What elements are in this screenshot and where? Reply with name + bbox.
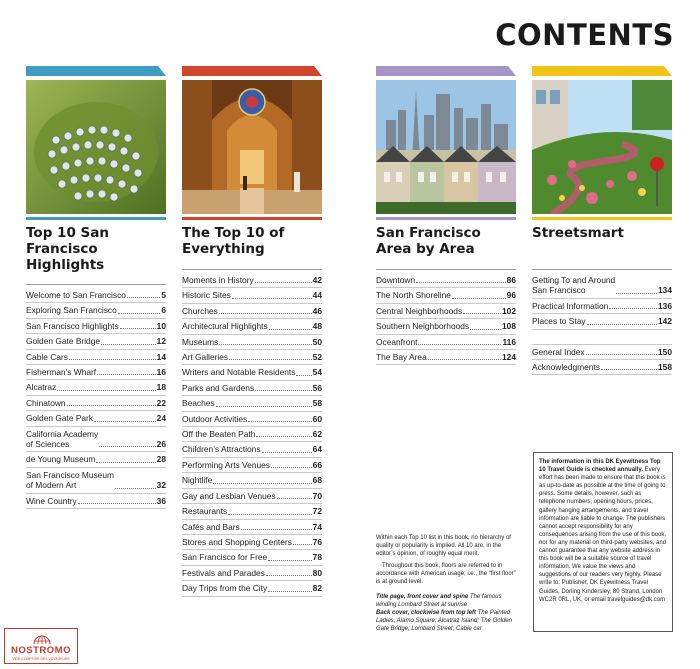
toc-entry[interactable] xyxy=(26,396,166,411)
section-color-rule xyxy=(182,217,322,220)
toc-entry-page: 134 xyxy=(658,285,672,296)
toc-entry-label: Places to Stay xyxy=(532,316,586,327)
section-heading: Streetsmart xyxy=(532,225,624,241)
toc-entry-label: Oceanfront xyxy=(376,336,418,347)
toc-entry-label: Wine Country xyxy=(26,495,77,506)
toc-entry-label: Parks and Gardens xyxy=(182,382,255,393)
toc-entry-page: 52 xyxy=(312,352,322,363)
toc-entry-page: 102 xyxy=(502,305,516,316)
toc-entry-label: General Index xyxy=(532,346,585,357)
toc-entry[interactable] xyxy=(26,334,166,349)
note-paragraph: Throughout this book, floors are referred to in accordance with American usage; i.e., the “first floor” is at ground level. xyxy=(376,563,516,586)
section-color-rule xyxy=(26,217,166,220)
logo-tagline: VIDE-COMPTOIR DES VOYAGEURS xyxy=(12,657,70,661)
toc-entry-page: 72 xyxy=(312,506,322,517)
toc-entry-label: Performing Arts Venues xyxy=(182,459,270,470)
toc-entry-label: Historic Sites xyxy=(182,290,231,301)
toc-entry-label: Children’s Attractions xyxy=(182,444,261,455)
toc-entry[interactable] xyxy=(182,535,322,550)
toc-entry-page: 58 xyxy=(312,398,322,409)
toc-entry[interactable] xyxy=(182,427,322,442)
toc-entry[interactable] xyxy=(182,381,322,396)
toc-entry[interactable] xyxy=(532,360,672,375)
toc-entry-page: 66 xyxy=(312,459,322,470)
toc-entry-label: de Young Museum xyxy=(26,454,96,465)
toc-entry-label: Museums xyxy=(182,336,219,347)
logo-brand: NOSTROMO xyxy=(11,645,71,656)
cover-caption xyxy=(376,593,516,609)
toc-entry[interactable] xyxy=(182,273,322,288)
editorial-note xyxy=(376,534,516,633)
toc-entry-label: Golden Gate Park xyxy=(26,413,94,424)
toc-entry[interactable] xyxy=(26,468,166,494)
toc-entry[interactable] xyxy=(26,303,166,318)
toc-entry[interactable] xyxy=(376,319,516,334)
toc-entry[interactable] xyxy=(376,288,516,303)
toc-entry-label: Getting To and Around San Francisco xyxy=(532,275,616,296)
toc-entry-label: California Academy of Sciences xyxy=(26,428,99,450)
toc-entry-page: 124 xyxy=(502,352,516,363)
toc-entry-page: 18 xyxy=(156,382,166,393)
toc-entry-page: 74 xyxy=(312,521,322,532)
caption-bold: Back cover, clockwise from top left xyxy=(376,609,477,616)
toc-entry-page: 36 xyxy=(156,495,166,506)
toc-entry-label: Writers and Notable Residents xyxy=(182,367,296,378)
toc-entry-label: Churches xyxy=(182,305,218,316)
toc-entry[interactable] xyxy=(532,273,672,299)
toc-entry-page: 62 xyxy=(312,429,322,440)
toc-entry-label: Cafés and Bars xyxy=(182,521,240,532)
caption-text: The Painted Ladies, Alamo Square; Alcatraz Island; The Golden Gate Bridge; Lombard Street; Cable car xyxy=(376,609,512,632)
section-color-tab xyxy=(26,66,166,76)
toc-entry[interactable] xyxy=(26,411,166,426)
toc-entry-label: San Francisco Highlights xyxy=(26,320,119,331)
cover-caption xyxy=(376,609,516,633)
caption-text: The famous winding Lombard Street at sunrise xyxy=(376,593,502,608)
toc-entry[interactable] xyxy=(376,350,516,365)
toc-entry[interactable] xyxy=(182,489,322,504)
toc-entry[interactable] xyxy=(376,273,516,288)
toc-entry-label: Outdoor Activities xyxy=(182,413,248,424)
section-heading: The Top 10 of Everything xyxy=(182,225,285,257)
toc-entry-page: 76 xyxy=(312,536,322,547)
toc-entry-label: Festivals and Parades xyxy=(182,567,265,578)
toc-entry-label: Day Trips from the City xyxy=(182,583,268,594)
toc-entry[interactable] xyxy=(26,350,166,365)
toc-entry-page: 108 xyxy=(502,321,516,332)
toc-entry-label: Southern Neighborhoods xyxy=(376,321,470,332)
toc-entry-label: Welcome to San Francisco xyxy=(26,290,126,300)
toc-entry[interactable] xyxy=(182,304,322,319)
toc-entry-page: 54 xyxy=(312,367,322,378)
toc-entry[interactable] xyxy=(376,304,516,319)
toc-entry-page: 116 xyxy=(502,336,516,347)
toc-entry-label: Practical Information xyxy=(532,300,609,311)
toc-entry-label: Gay and Lesbian Venues xyxy=(182,490,276,501)
toc-entry[interactable] xyxy=(376,335,516,350)
section-top10-highlights xyxy=(26,66,166,509)
caption-bold: Title page, front cover and spine xyxy=(376,593,469,600)
toc-entry-page: 10 xyxy=(156,320,166,331)
toc-entry-page: 22 xyxy=(156,397,166,408)
toc-entry[interactable] xyxy=(26,319,166,334)
toc-entry-label: Acknowledgments xyxy=(532,362,600,373)
toc-entry-page: 5 xyxy=(161,290,166,300)
toc-entry[interactable] xyxy=(532,344,672,360)
toc-entry[interactable] xyxy=(26,452,166,467)
toc-entry[interactable] xyxy=(182,442,322,457)
toc-entry-label: Alcatraz xyxy=(26,382,57,393)
toc-entry-label: Central Neighborhoods xyxy=(376,305,463,316)
toc-entry-label: Art Galleries xyxy=(182,352,229,363)
toc-entry-label: Restaurants xyxy=(182,506,228,517)
toc-entry-page: 64 xyxy=(312,444,322,455)
toc-entry[interactable] xyxy=(26,365,166,380)
toc-entry-page: 86 xyxy=(506,275,516,285)
toc-entry-label: Architectural Highlights xyxy=(182,321,268,332)
toc-entry[interactable] xyxy=(182,504,322,519)
toc-entry-label: Stores and Shopping Centers xyxy=(182,536,292,547)
section-heading: San Francisco Area by Area xyxy=(376,225,481,257)
toc-entry-label: Beaches xyxy=(182,398,215,409)
toc-entry[interactable] xyxy=(182,458,322,473)
toc-entry-page: 82 xyxy=(312,583,322,594)
toc-entry[interactable] xyxy=(182,550,322,565)
toc-entry[interactable] xyxy=(182,335,322,350)
toc-entry-label: Moments in History xyxy=(182,275,254,285)
toc-entry-page: 44 xyxy=(312,290,322,301)
toc-entry-label: Golden Gate Bridge xyxy=(26,336,101,347)
section-color-rule xyxy=(376,217,516,220)
toc-entry[interactable] xyxy=(182,520,322,535)
toc-entry[interactable] xyxy=(182,412,322,427)
note-paragraph: Within each Top 10 list in this book, no hierarchy of quality or popularity is implied. All 10 are, in the editor’s opinion, of roughly equal merit. xyxy=(376,535,511,558)
toc-entry[interactable] xyxy=(182,319,322,334)
section-color-tab xyxy=(376,66,516,76)
toc-entry[interactable] xyxy=(182,473,322,488)
toc-entry[interactable] xyxy=(26,380,166,395)
toc-entry[interactable] xyxy=(182,350,322,365)
info-box-heading: The information in this DK Eyewitness Top 10 Travel Guide is checked annually. xyxy=(539,459,661,474)
toc-entry-page: 60 xyxy=(312,413,322,424)
toc-entry-page: 28 xyxy=(156,454,166,465)
toc-list xyxy=(182,269,322,597)
toc-entry-page: 32 xyxy=(156,480,166,491)
toc-entry-page: 56 xyxy=(312,382,322,393)
toc-entry-label: San Francisco Museum of Modern Art xyxy=(26,469,114,491)
section-area-by-area xyxy=(376,66,516,365)
section-color-rule xyxy=(532,217,672,220)
globe-icon xyxy=(33,631,51,645)
toc-entry-label: Off the Beaten Path xyxy=(182,429,256,440)
toc-entry-page: 26 xyxy=(156,439,166,450)
toc-entry-label: Downtown xyxy=(376,275,416,285)
info-box-text: Every effort has been made to ensure that this book is as up-to-date as possible at the time of going to press. Some details, however, such as telephone numbers, opening hours, prices, gallery hanging arrangements, and travel information are liable to change. The publishers cannot accept responsibility for any consequences arising from the use of this book, nor for any material on third-party websites, and cannot guarantee that any website address in this book will be a suitable source of travel information. We value the views and suggestions of our readers very highly. Please write to: Publisher, DK Eyewitness Travel Guides, Dorling Kindersley, 80 Strand, London WC2R 0RL, UK, or email travelguides@dk.com xyxy=(539,467,667,603)
section-streetsmart xyxy=(532,66,672,375)
toc-entry-page: 136 xyxy=(658,300,672,311)
photo-painted-ladies-skyline xyxy=(376,80,516,214)
toc-entry[interactable] xyxy=(182,288,322,303)
section-color-tab xyxy=(532,66,672,76)
toc-list xyxy=(532,269,672,375)
toc-entry-page: 96 xyxy=(506,290,516,301)
toc-entry-page: 12 xyxy=(156,336,166,347)
toc-entry[interactable] xyxy=(182,396,322,411)
toc-entry-label: Nightlife xyxy=(182,475,213,486)
toc-list xyxy=(26,284,166,509)
nostromo-logo xyxy=(4,628,78,664)
section-top10-everything xyxy=(182,66,322,597)
photo-cathedral-interior xyxy=(182,80,322,214)
section-color-tab xyxy=(182,66,322,76)
toc-entry[interactable] xyxy=(532,299,672,314)
toc-entry-page: 14 xyxy=(156,351,166,362)
toc-entry[interactable] xyxy=(182,365,322,380)
toc-entry-page: 78 xyxy=(312,552,322,563)
toc-entry-label: San Francisco for Free xyxy=(182,552,268,563)
toc-entry[interactable] xyxy=(532,314,672,329)
toc-entry-page: 68 xyxy=(312,475,322,486)
photo-lombard-street xyxy=(532,80,672,214)
toc-entry-page: 42 xyxy=(312,275,322,285)
toc-list xyxy=(376,269,516,365)
section-heading: Top 10 San Francisco Highlights xyxy=(26,225,109,273)
toc-entry-page: 6 xyxy=(161,305,166,316)
photo-academy-of-sciences-roof xyxy=(26,80,166,214)
toc-entry[interactable] xyxy=(26,427,166,453)
toc-entry[interactable] xyxy=(26,494,166,509)
toc-entry-label: Exploring San Francisco xyxy=(26,305,117,316)
toc-entry-page: 48 xyxy=(312,321,322,332)
toc-entry-label: Fisherman’s Wharf xyxy=(26,367,97,378)
page-title: CONTENTS xyxy=(495,18,674,52)
toc-entry-page: 80 xyxy=(312,567,322,578)
toc-entry-page: 50 xyxy=(312,336,322,347)
toc-entry-page: 150 xyxy=(658,346,672,357)
toc-entry[interactable] xyxy=(182,566,322,581)
toc-entry-page: 70 xyxy=(312,490,322,501)
toc-entry-page: 24 xyxy=(156,413,166,424)
toc-entry-page: 46 xyxy=(312,305,322,316)
toc-entry-label: The North Shoreline xyxy=(376,290,451,301)
toc-entry[interactable] xyxy=(26,288,166,303)
toc-entry-label: The Bay Area xyxy=(376,352,427,363)
toc-entry-page: 158 xyxy=(658,362,672,373)
toc-entry[interactable] xyxy=(182,581,322,596)
toc-entry-page: 142 xyxy=(658,316,672,327)
toc-entry-label: Chinatown xyxy=(26,397,66,408)
information-box xyxy=(533,452,673,632)
toc-entry-label: Cable Cars xyxy=(26,351,68,362)
toc-entry-page: 16 xyxy=(156,367,166,378)
